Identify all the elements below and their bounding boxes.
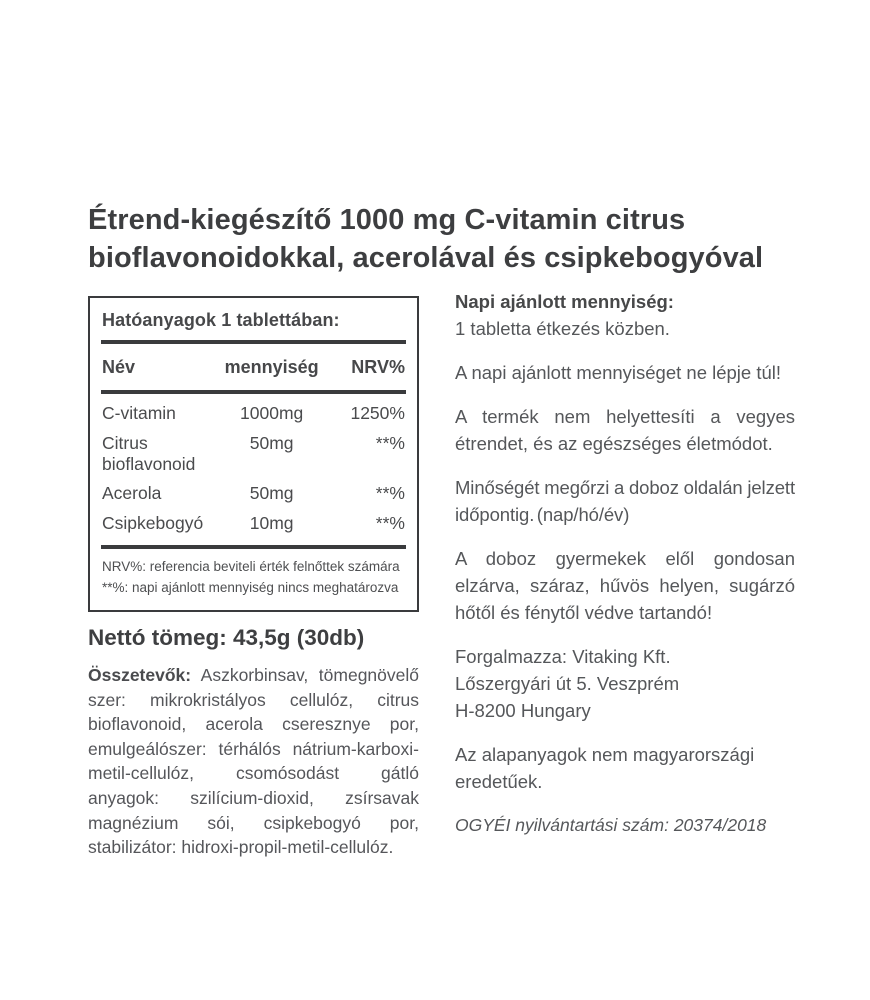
ingredients-label: Összetevők: [88,665,192,685]
footnote-asterisk: **%: napi ajánlott mennyiség nincs meghatározva [102,580,399,595]
product-title: Étrend-kiegészítő 1000 mg C-vitamin citrus bioflavonoidokkal, acerolával és csipkebogyóval [88,204,764,274]
column-header-name: Név [102,357,136,377]
ingredient-name: C-vitamin [102,403,176,423]
distributor-country: H-8200 Hungary [455,700,591,721]
dosage-heading: Napi ajánlott mennyiség: [455,291,674,312]
table-row [102,429,405,480]
origin-note: Az alapanyagok nem magyarországi eredetűek. [455,744,755,792]
ingredient-name: Citrus bioflavonoid [102,432,196,474]
net-weight: Nettó tömeg: 43,5g (30db) [88,625,365,650]
footnote-nrv: NRV%: referencia beviteli érték felnőttek számára [102,559,400,574]
ingredient-nrv: **% [375,483,405,503]
facts-header-row [101,344,406,390]
limit-warning: A napi ajánlott mennyiséget ne lépje túl! [455,362,782,383]
table-row [102,399,405,429]
distributor-name: Forgalmazza: Vitaking Kft. [455,646,671,667]
expiry-note: Minőségét megőrzi a doboz oldalán jelzett időpontig. (nap/hó/év) [455,477,795,525]
ingredient-nrv: **% [375,512,405,533]
dosage-text: 1 tabletta étkezés közben. [455,318,670,339]
distributor-street: Lőszergyári út 5. Veszprém [455,673,680,694]
ingredient-nrv: **% [375,432,405,453]
ingredient-name: Csipkebogyó [102,512,204,533]
dosage-paragraph [455,288,795,342]
ingredients-paragraph [88,663,419,860]
distributor-block [455,643,795,724]
ingredient-amount: 50mg [249,432,294,453]
table-row [102,479,405,509]
left-column [88,296,419,860]
column-header-amount: mennyiség [224,357,319,377]
registration-number: OGYÉI nyilvántartási szám: 20374/2018 [455,815,767,835]
facts-footnotes [101,549,406,600]
right-column [455,288,795,839]
diet-note: A termék nem helyettesíti a vegyes étrendet, és az egészséges életmódot. [455,406,795,454]
facts-table-body [101,394,406,545]
ingredient-nrv: 1250% [350,403,405,423]
ingredient-amount: 1000mg [240,403,304,423]
storage-note: A doboz gyermekek elől gondosan elzárva, száraz, hűvös helyen, sugárzó hőtől és fénytől védve tartandó! [455,548,795,623]
ingredients-text: Aszkorbinsav, tömegnövelő szer: mikrokristályos cellulóz, citrus bioflavonoid, acerola cseresznye por, emulgeálószer: térhálós nátrium-karboxi-metil-cellulóz, csomósodást gátló anyagok: szilícium-dioxid, zsírsavak magnézium sói, csipkebogyó por, stabilizátor: hidroxi-propil-metil-cellulóz. [88,665,419,858]
ingredient-name: Acerola [102,483,162,503]
facts-table-title: Hatóanyagok 1 tablettában: [102,310,340,330]
table-row [102,509,405,539]
ingredient-amount: 10mg [249,512,294,533]
ingredient-amount: 50mg [249,483,294,503]
column-header-nrv: NRV% [351,357,405,377]
supplement-facts-table [88,296,419,612]
